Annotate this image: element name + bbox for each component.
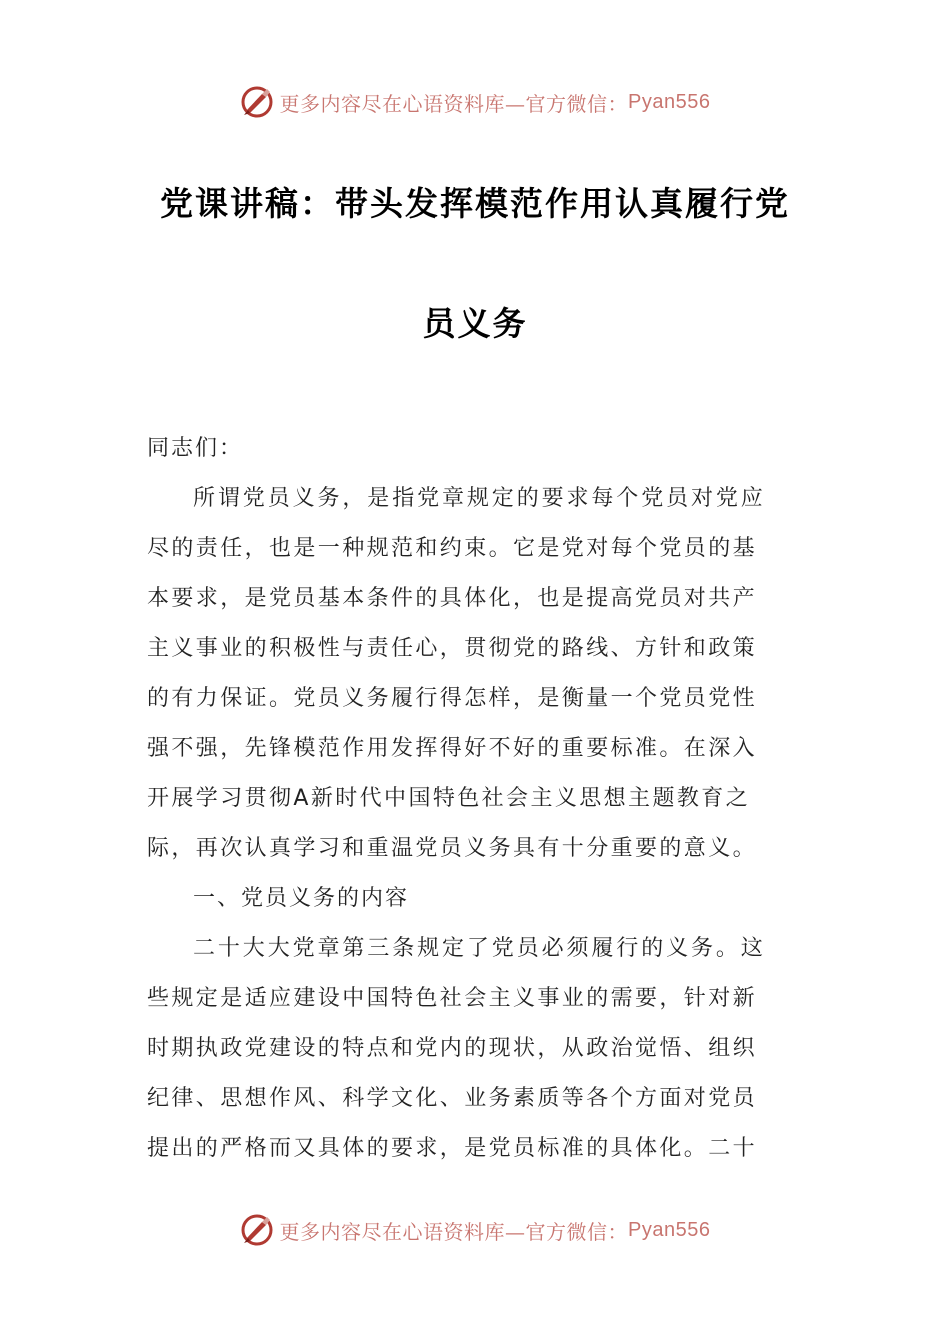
- footer-banner: [0, 1208, 950, 1252]
- paragraph1-line: 际，再次认真学习和重温党员义务具有十分重要的意义。: [147, 836, 758, 861]
- paragraph2-line: 些规定是适应建设中国特色社会主义事业的需要，针对新: [147, 986, 758, 1011]
- salutation: 同志们：: [147, 436, 244, 461]
- paragraph2-line: 二十大大党章第三条规定了党员必须履行的义务。这: [193, 936, 766, 961]
- footer-banner-text: 更多内容尽在心语资料库—官方微信：: [279, 1219, 629, 1244]
- doc-title-line1: 党课讲稿：带头发挥模范作用认真履行党: [160, 184, 790, 223]
- header-banner-text: 更多内容尽在心语资料库—官方微信：: [279, 91, 629, 116]
- paragraph2-line: 纪律、思想作风、科学文化、业务素质等各个方面对党员: [147, 1086, 758, 1111]
- paragraph1-line: 尽的责任，也是一种规范和约束。它是党对每个党员的基: [147, 536, 758, 561]
- pen-logo-icon: [240, 85, 274, 119]
- paragraph1-line: 开展学习贯彻A新时代中国特色社会主义思想主题教育之: [147, 786, 751, 811]
- pen-logo-icon: [240, 1213, 274, 1247]
- paragraph2-line: 提出的严格而又具体的要求，是党员标准的具体化。二十: [147, 1136, 758, 1161]
- section1-heading: 一、党员义务的内容: [193, 886, 410, 911]
- doc-title-line2: 员义务: [422, 304, 528, 343]
- footer-wechat-id: Pyan556: [628, 1218, 711, 1241]
- paragraph1-line: 主义事业的积极性与责任心，贯彻党的路线、方针和政策: [147, 636, 758, 661]
- header-banner: [0, 80, 950, 124]
- paragraph2-line: 时期执政党建设的特点和党内的现状，从政治觉悟、组织: [147, 1036, 758, 1061]
- paragraph1-line: 所谓党员义务，是指党章规定的要求每个党员对党应: [193, 486, 766, 511]
- header-wechat-id: Pyan556: [628, 90, 711, 113]
- paragraph1-line: 的有力保证。党员义务履行得怎样，是衡量一个党员党性: [147, 686, 758, 711]
- paragraph1-line: 本要求，是党员基本条件的具体化，也是提高党员对共产: [147, 586, 758, 611]
- paragraph1-line: 强不强，先锋模范作用发挥得好不好的重要标准。在深入: [147, 736, 758, 761]
